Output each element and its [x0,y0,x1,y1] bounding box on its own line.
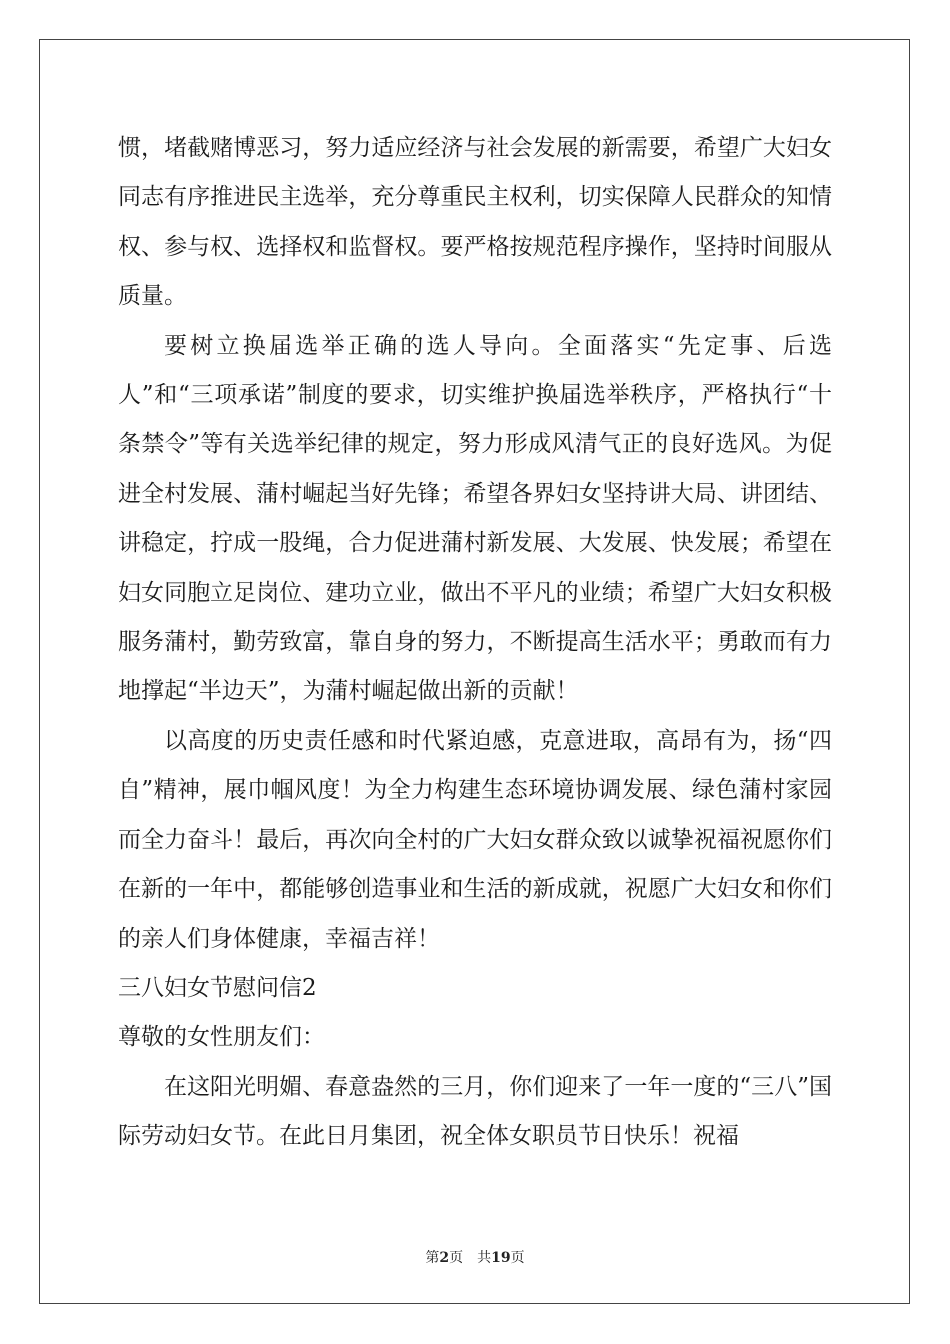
footer-total-suffix: 页 [510,1250,525,1266]
footer-total-pages: 19 [491,1250,511,1266]
footer-prefix: 第 [425,1250,440,1266]
paragraph-4: 在这阳光明媚、春意盎然的三月，你们迎来了一年一度的“三八”国际劳动妇女节。在此日月集团，祝全体女职员节日快乐！祝福 [118,1073,832,1150]
page-footer [0,1247,950,1267]
footer-page-number: 2 [439,1250,450,1266]
document-body [118,124,832,1162]
salutation: 尊敬的女性朋友们： [118,1024,325,1051]
paragraph-2: 要树立换届选举正确的选人导向。全面落实“先定事、后选人”和“三项承诺”制度的要求，切实维护换届选举秩序，严格执行“十条禁令”等有关选举纪律的规定，努力形成风清气正的良好选风。为促进全村发展、蒲村崛起当好先锋；希望各界妇女坚持讲大局、讲团结、讲稳定，拧成一股绳，合力促进蒲村新发展、大发展、快发展；希望在妇女同胞立足岗位、建功立业，做出不平凡的业绩；希望广大妇女积极服务蒲村，勤劳致富，靠自身的努力，不断提高生活水平；勇敢而有力地撑起“半边天”，为蒲村崛起做出新的贡献！ [118,332,832,705]
paragraph-1: 惯，堵截赌博恶习，努力适应经济与社会发展的新需要，希望广大妇女同志有序推进民主选举，充分尊重民主权利，切实保障人民群众的知情权、参与权、选择权和监督权。要严格按规范程序操作，坚持时间服从质量。 [118,135,832,310]
footer-page-suffix: 页 [449,1250,464,1266]
letter-heading: 三八妇女节慰问信2 [118,974,317,1001]
footer-total-prefix: 共 [477,1250,492,1266]
paragraph-3: 以高度的历史责任感和时代紧迫感，克意进取，高昂有为，扬“四自”精神，展巾帼风度！为全力构建生态环境协调发展、绿色蒲村家园而全力奋斗！最后，再次向全村的广大妇女群众致以诚挚祝福祝愿你们在新的一年中，都能够创造事业和生活的新成就，祝愿广大妇女和你们的亲人们身体健康，幸福吉祥！ [118,727,832,952]
